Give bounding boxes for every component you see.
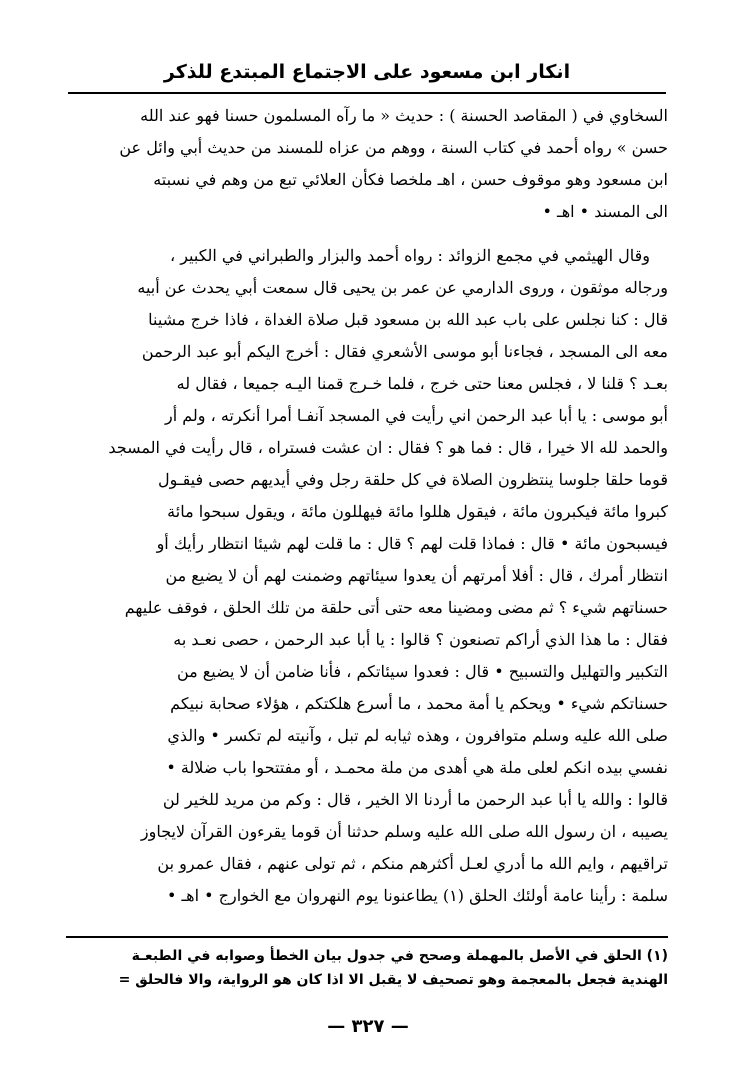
text-line: قال : كنا نجلس على باب عبد الله بن مسعود قبل صلاة الغداة ، فاذا خرج مشينا: [148, 310, 668, 329]
text-line: صلى الله عليه وسلم متوافرون ، وهذه ثيابه لم تبل ، وآنيته لم تكسر • والذي: [167, 726, 668, 745]
text-line: فقال : ما هذا الذي أراكم تصنعون ؟ قالوا : يا أبا عبد الرحمن ، حصى نعـد به: [173, 630, 668, 649]
text-line: ورجاله موثقون ، وروى الدارمي عن عمر بن يحيى قال سمعت أبي يحدث عن أبيه: [137, 278, 668, 297]
text-line: حسن » رواه أحمد في كتاب السنة ، ووهم من عزاه للمسند من حديث أبي وائل عن: [119, 138, 668, 157]
text-line: قوما حلقا جلوسا ينتظرون الصلاة في كل حلقة رجل وفي أيديهم حصى فيقـول: [158, 470, 668, 489]
running-header: [68, 52, 666, 94]
main-text: [66, 100, 668, 912]
text-line: قالوا : والله يا أبا عبد الرحمن ما أردنا الا الخير ، قال : وكم من مريد للخير لن: [162, 790, 668, 809]
text-line: سلمة : رأينا عامة أولئك الحلق (١) يطاعنونا يوم النهروان مع الخوارج • اهـ •: [166, 886, 668, 905]
footnote-line: (١) الحلق في الأصل بالمهملة وصحح في جدول بيان الخطأ وصوابه في الطبعـة: [131, 948, 668, 964]
text-line: يصيبه ، ان رسول الله صلى الله عليه وسلم حدثنا أن قوما يقرءون القرآن لايجاوز: [140, 822, 668, 841]
text-line: معه الى المسجد ، فجاءنا أبو موسى الأشعري فقال : أخرج اليكم أبو عبد الرحمن: [141, 342, 668, 361]
paragraph-1: [66, 100, 668, 228]
text-line: التكبير والتهليل والتسبيح • قال : فعدوا سيئاتكم ، فأنا ضامن أن لا يضيع من: [176, 662, 668, 681]
text-line: حسناتهم شيء ؟ ثم مضى ومضينا معه حتى أتى حلقة من تلك الحلق ، فوقف عليهم: [124, 598, 668, 617]
text-line: بعـد ؟ قلنا لا ، فجلس معنا حتى خرج ، فلما خـرج قمنا اليـه جميعا ، فقال له: [176, 374, 668, 393]
text-line: نفسي بيده انكم لعلى ملة هي أهدى من ملة محمـد ، أو مفتتحوا باب ضلالة •: [166, 758, 668, 777]
footnote: [66, 936, 668, 992]
text-line: وقال الهيثمي في مجمع الزوائد : رواه أحمد والبزار والطبراني في الكبير ،: [169, 246, 650, 265]
page-number: — ٣٢٧ —: [327, 1016, 409, 1037]
text-line: كبروا مائة فيكبرون مائة ، فيقول هللوا مائة فيهللون مائة ، ويقول سبحوا مائة: [167, 502, 668, 521]
text-line: انتظار أمرك ، قال : أفلا أمرتهم أن يعدوا سيئاتهم وضمنت لهم أن لا يضيع من: [165, 566, 668, 585]
text-line: الى المسند • اهـ •: [542, 202, 668, 221]
text-line: تراقيهم ، وايم الله ما أدري لعـل أكثرهم منكم ، ثم تولى عنهم ، فقال عمرو بن: [157, 854, 668, 873]
text-line: فيسبحون مائة • قال : فماذا قلت لهم ؟ قال : ما قلت لهم شيئا انتظار رأيك أو: [156, 534, 668, 553]
text-line: حسناتكم شيء • ويحكم يا أمة محمد ، ما أسرع هلكتكم ، هؤلاء صحابة نبيكم: [170, 694, 668, 713]
footnote-line: الهندية فجعل بالمعجمة وهو تصحيف لا يقبل الا اذا كان هو الرواية، والا فالحلق =: [118, 972, 668, 988]
text-line: ابن مسعود وهو موقوف حسن ، اهـ ملخصا فكأن العلائي تبع من وهم في نسبته: [153, 170, 668, 189]
text-line: والحمد لله الا خيرا ، قال : فما هو ؟ فقال : ان عشت فستراه ، قال رأيت في المسجد: [108, 438, 668, 457]
text-line: السخاوي في ( المقاصد الحسنة ) : حديث « ما رآه المسلمون حسنا فهو عند الله: [140, 106, 668, 125]
page-title: انكار ابن مسعود على الاجتماع المبتدع للذكر: [163, 61, 571, 83]
text-line: أبو موسى : يا أبا عبد الرحمن اني رأيت في المسجد آنفـا أمرا أنكرته ، ولم أر: [165, 406, 668, 425]
paragraph-2: [66, 240, 668, 912]
